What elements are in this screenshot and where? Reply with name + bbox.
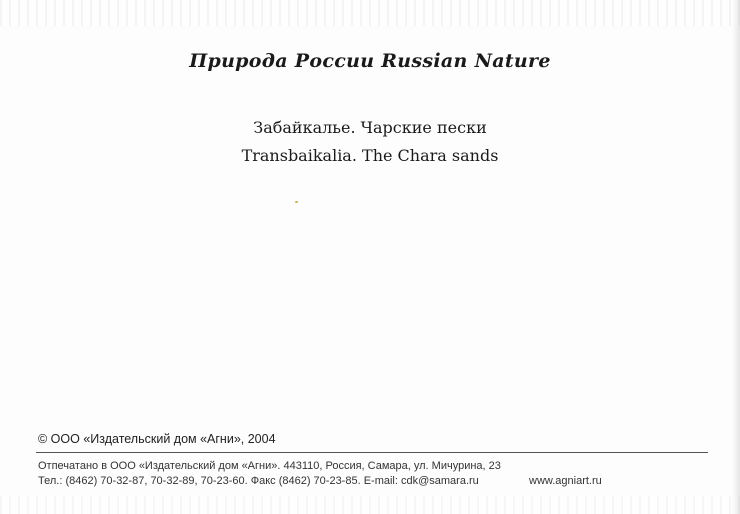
copyright-line: © ООО «Издательский дом «Агни», 2004 [38,432,276,446]
top-stripe-texture [0,0,740,26]
publisher-website: www.agniart.ru [529,475,602,487]
series-title: Природа России Russian Nature [189,50,551,72]
print-speck [295,201,298,203]
publisher-contacts: Тел.: (8462) 70-32-87, 70-32-89, 70-23-60. Факс (8462) 70-23-85. E-mail: cdk@samara.ru [38,475,479,487]
footer-divider [36,452,708,453]
bottom-stripe-texture [0,496,740,514]
card-edge-shadow [732,0,740,514]
caption-english: Transbaikalia. The Chara sands [241,146,499,165]
printer-address: Отпечатано в ООО «Издательский дом «Агни». 443110, Россия, Самара, ул. Мичурина, 23 [38,460,501,472]
caption-russian: Забайкалье. Чарские пески [253,118,487,137]
